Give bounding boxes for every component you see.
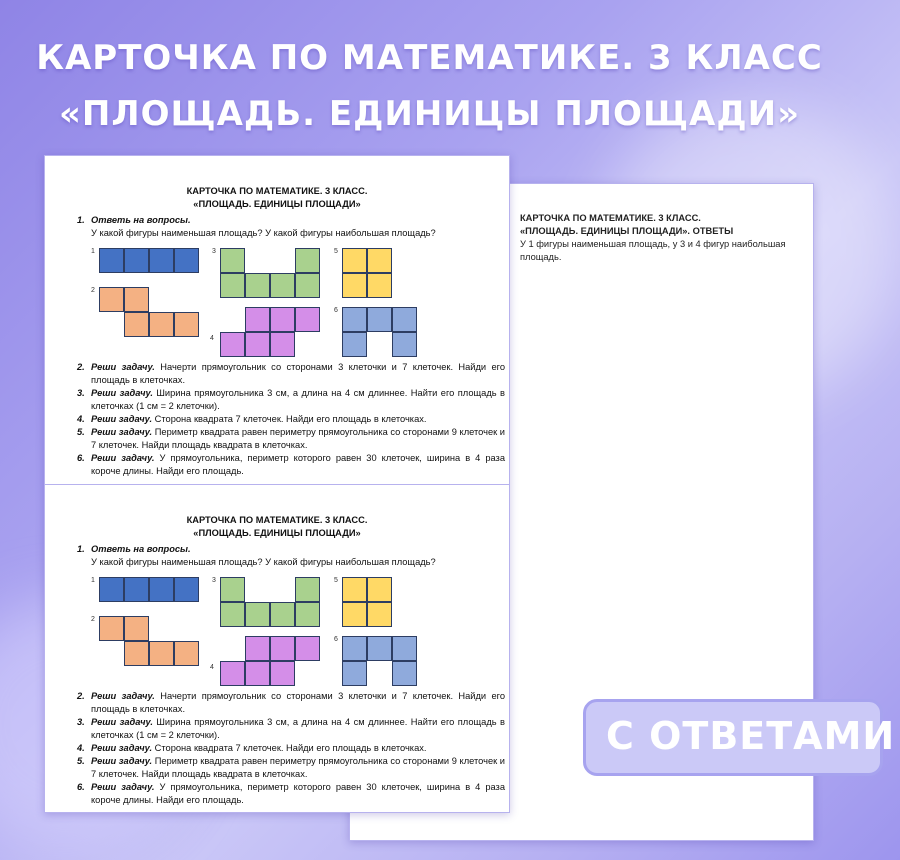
task-body xyxy=(77,716,505,742)
task-2 xyxy=(77,361,505,387)
task-4 xyxy=(77,742,505,755)
answers-title-2: «ПЛОЩАДЬ. ЕДИНИЦЫ ПЛОЩАДИ». ОТВЕТЫ xyxy=(520,226,734,236)
question-text: У какой фигуры наименьшая площадь? У какой фигуры наибольшая площадь? xyxy=(91,557,436,567)
figure-cell xyxy=(367,307,392,332)
task-heading: Реши задачу. xyxy=(91,717,153,727)
task-heading: Реши задачу. xyxy=(91,388,153,398)
task-heading: Реши задачу. xyxy=(91,427,153,437)
task-text: У прямоугольника, периметр которого равен 30 клеточек, ширина в 4 раза короче длины. Найди его площадь. xyxy=(91,782,505,805)
answers-line-1: У 1 фигуры наименьшая площадь, у 3 и 4 фигур наибольшая площадь. xyxy=(520,239,786,262)
figure-cell xyxy=(295,273,320,298)
figure-cell xyxy=(392,332,417,357)
answers-title-1: КАРТОЧКА ПО МАТЕМАТИКЕ. 3 КЛАСС. xyxy=(520,213,701,223)
question-1 xyxy=(77,543,505,569)
figure-number: 1 xyxy=(91,577,95,584)
task-heading: Реши задачу. xyxy=(91,782,155,792)
figure-cell xyxy=(342,661,367,686)
task-number: 4. xyxy=(77,743,85,753)
task-2 xyxy=(77,690,505,716)
task-body xyxy=(77,755,505,781)
task-text: Начерти прямоугольник со сторонами 3 клеточки и 7 клеточек. Найди его площадь в клеточках. xyxy=(91,362,506,385)
task-heading: Реши задачу. xyxy=(91,414,153,424)
task-number: 5. xyxy=(77,427,85,437)
question-body xyxy=(77,214,505,240)
figure-cell xyxy=(124,312,149,337)
worksheet-card xyxy=(45,484,509,811)
figure-cell xyxy=(245,332,270,357)
task-heading: Реши задачу. xyxy=(91,691,155,701)
figure-cell xyxy=(174,248,199,273)
figure-cell xyxy=(367,636,392,661)
figure-cell xyxy=(149,248,174,273)
figure-cell xyxy=(220,248,245,273)
worksheet-card xyxy=(45,156,509,483)
figure-number: 6 xyxy=(334,307,338,314)
figure-number: 4 xyxy=(210,664,214,671)
figure-cell xyxy=(124,616,149,641)
question-body xyxy=(77,543,505,569)
figure-cell xyxy=(245,636,270,661)
task-body xyxy=(77,452,505,478)
figure-cell xyxy=(220,273,245,298)
question-1 xyxy=(77,214,505,240)
card-title-1: КАРТОЧКА ПО МАТЕМАТИКЕ. 3 КЛАСС. xyxy=(186,186,368,196)
figure-cell xyxy=(270,332,295,357)
figure-cell xyxy=(220,602,245,627)
task-number: 2. xyxy=(77,691,85,701)
figure-cell xyxy=(367,273,392,298)
figure-cell xyxy=(124,287,149,312)
figure-cell xyxy=(245,602,270,627)
figure-cell xyxy=(342,273,367,298)
task-text: Ширина прямоугольника 3 см, а длина на 4 см длиннее. Найти его площадь в клеточках (1 см = 2 клеточки). xyxy=(91,388,505,411)
with-answers-badge xyxy=(583,699,896,776)
figure-cell xyxy=(392,661,417,686)
figure-cell xyxy=(174,641,199,666)
figure-cell xyxy=(245,273,270,298)
figure-cell xyxy=(342,307,367,332)
figure-cell xyxy=(220,332,245,357)
task-text: Периметр квадрата равен периметру прямоугольника со сторонами 9 клеточек и 7 клеточек. Найди площадь квадрата в клеточках. xyxy=(91,756,505,779)
task-5 xyxy=(77,755,505,781)
task-4 xyxy=(77,413,505,426)
figure-cell xyxy=(174,312,199,337)
task-text: Сторона квадрата 7 клеточек. Найди его площадь в клеточках. xyxy=(154,414,427,424)
figure-cell xyxy=(342,602,367,627)
task-number: 3. xyxy=(77,388,85,398)
answers-content xyxy=(520,212,805,264)
figure-cell xyxy=(270,636,295,661)
task-text: Ширина прямоугольника 3 см, а длина на 4 см длиннее. Найти его площадь в клеточках (1 см = 2 клеточки). xyxy=(91,717,505,740)
figure-number: 6 xyxy=(334,636,338,643)
figure-number: 2 xyxy=(91,616,95,623)
question-heading: Ответь на вопросы. xyxy=(91,544,191,554)
figure-cell xyxy=(99,577,124,602)
figure-cell xyxy=(270,661,295,686)
figure-number: 1 xyxy=(91,248,95,255)
task-number: 4. xyxy=(77,414,85,424)
figure-cell xyxy=(220,661,245,686)
figure-cell xyxy=(124,248,149,273)
worksheet-page xyxy=(44,155,510,813)
figure-cell xyxy=(367,577,392,602)
task-body xyxy=(77,413,505,426)
card-title-2: «ПЛОЩАДЬ. ЕДИНИЦЫ ПЛОЩАДИ» xyxy=(193,199,361,209)
figure-number: 2 xyxy=(91,287,95,294)
figure-cell xyxy=(270,307,295,332)
figure-cell xyxy=(295,248,320,273)
task-body xyxy=(77,387,505,413)
task-number: 5. xyxy=(77,756,85,766)
figure-cell xyxy=(392,636,417,661)
figure-cell xyxy=(245,307,270,332)
figure-cell xyxy=(295,307,320,332)
figure-cell xyxy=(99,248,124,273)
figure-number: 3 xyxy=(212,577,216,584)
figure-number: 3 xyxy=(212,248,216,255)
figure-cell xyxy=(367,248,392,273)
task-body xyxy=(77,361,505,387)
figure-cell xyxy=(220,577,245,602)
figure-cell xyxy=(342,332,367,357)
figure-cell xyxy=(392,307,417,332)
question-heading: Ответь на вопросы. xyxy=(91,215,191,225)
banner-title-line1: КАРТОЧКА ПО МАТЕМАТИКЕ. 3 КЛАСС xyxy=(36,38,823,78)
figure-cell xyxy=(149,577,174,602)
task-5 xyxy=(77,426,505,452)
figure-cell xyxy=(295,636,320,661)
figure-cell xyxy=(342,248,367,273)
task-number: 6. xyxy=(77,453,85,463)
figure-cell xyxy=(295,577,320,602)
task-body xyxy=(77,781,505,807)
task-number: 3. xyxy=(77,717,85,727)
task-6 xyxy=(77,452,505,478)
question-text: У какой фигуры наименьшая площадь? У какой фигуры наибольшая площадь? xyxy=(91,228,436,238)
banner-title-line2: «ПЛОЩАДЬ. ЕДИНИЦЫ ПЛОЩАДИ» xyxy=(58,94,801,134)
task-number: 2. xyxy=(77,362,85,372)
figure-cell xyxy=(270,273,295,298)
figure-cell xyxy=(367,602,392,627)
task-text: Сторона квадрата 7 клеточек. Найди его площадь в клеточках. xyxy=(154,743,427,753)
task-text: Периметр квадрата равен периметру прямоугольника со сторонами 9 клеточек и 7 клеточек. Найди площадь квадрата в клеточках. xyxy=(91,427,505,450)
figure-number: 5 xyxy=(334,248,338,255)
figure-cell xyxy=(99,287,124,312)
figure-cell xyxy=(174,577,199,602)
card-title-1: КАРТОЧКА ПО МАТЕМАТИКЕ. 3 КЛАСС. xyxy=(186,515,368,525)
figure-cell xyxy=(295,602,320,627)
task-list xyxy=(77,690,505,807)
figure-cell xyxy=(124,641,149,666)
task-3 xyxy=(77,387,505,413)
figure-cell xyxy=(342,577,367,602)
task-heading: Реши задачу. xyxy=(91,743,153,753)
task-heading: Реши задачу. xyxy=(91,453,155,463)
card-title-2: «ПЛОЩАДЬ. ЕДИНИЦЫ ПЛОЩАДИ» xyxy=(193,528,361,538)
figure-number: 4 xyxy=(210,335,214,342)
task-body xyxy=(77,742,505,755)
task-heading: Реши задачу. xyxy=(91,362,155,372)
question-number: 1. xyxy=(77,215,85,225)
question-text-line xyxy=(91,227,505,240)
task-heading: Реши задачу. xyxy=(91,756,153,766)
figure-number: 5 xyxy=(334,577,338,584)
task-number: 6. xyxy=(77,782,85,792)
badge-label: С ОТВЕТАМИ xyxy=(606,714,896,758)
figure-cell xyxy=(342,636,367,661)
figure-cell xyxy=(270,602,295,627)
figure-cell xyxy=(149,641,174,666)
question-text-line xyxy=(91,556,505,569)
task-body xyxy=(77,690,505,716)
task-6 xyxy=(77,781,505,807)
figure-cell xyxy=(124,577,149,602)
task-text: Начерти прямоугольник со сторонами 3 клеточки и 7 клеточек. Найди его площадь в клеточках. xyxy=(91,691,506,714)
task-text: У прямоугольника, периметр которого равен 30 клеточек, ширина в 4 раза короче длины. Найди его площадь. xyxy=(91,453,505,476)
task-3 xyxy=(77,716,505,742)
figure-cell xyxy=(149,312,174,337)
figure-cell xyxy=(99,616,124,641)
task-list xyxy=(77,361,505,478)
question-number: 1. xyxy=(77,544,85,554)
task-body xyxy=(77,426,505,452)
figure-cell xyxy=(245,661,270,686)
